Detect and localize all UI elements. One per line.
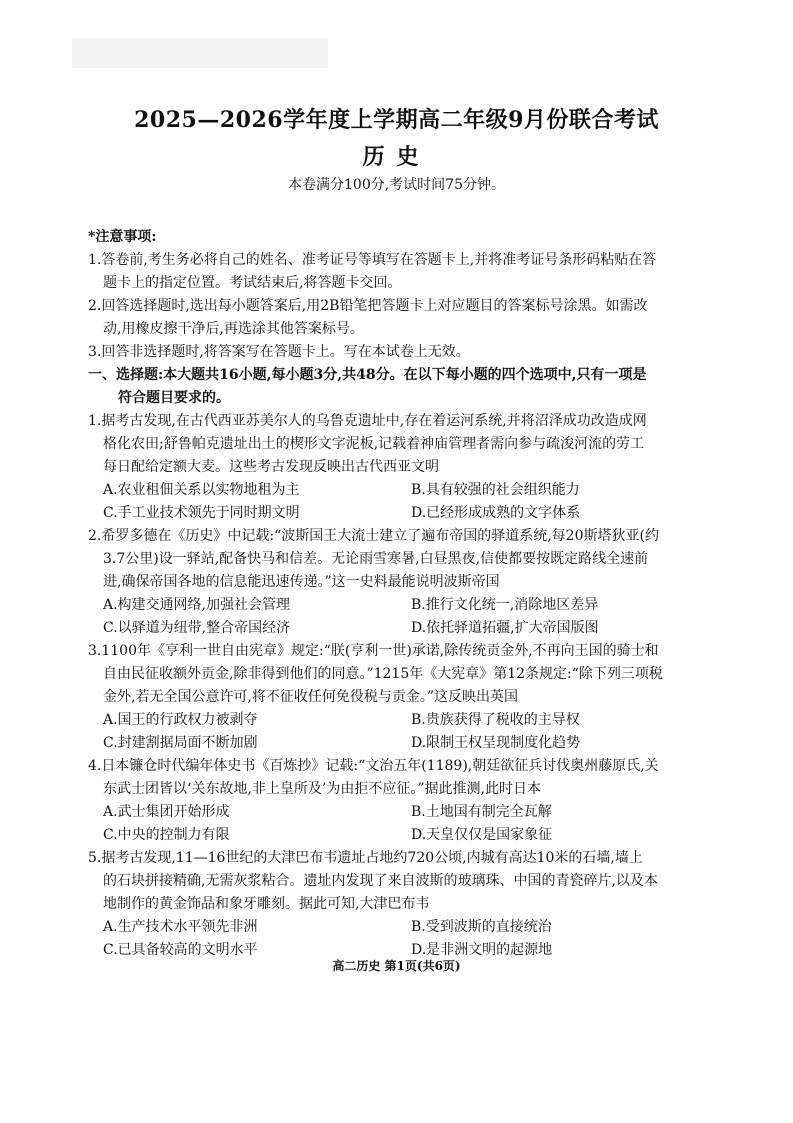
q4-option-b: B.土地国有制完全瓦解	[411, 804, 552, 820]
q5-option-d: D.是非洲文明的起源地	[411, 942, 553, 958]
q3-options-row-1	[88, 709, 716, 732]
q1-stem-line-2: 格化农田;舒鲁帕克遗址出土的楔形文字泥板,记载着神庙管理者需向参与疏浚河流的劳工	[103, 436, 645, 452]
notice-heading: *注意事项:	[88, 229, 157, 245]
section-heading-line-1: 一、选择题:本大题共16小题,每小题3分,共48分。在以下每小题的四个选项中,只有一项是	[88, 367, 647, 383]
q3-options-row-2	[88, 732, 716, 755]
q2-stem-line-1: 2.希罗多德在《历史》中记载:“波斯国王大流士建立了遍布帝国的驿道系统,每20斯塔狄亚(约	[88, 528, 659, 544]
exam-title: 2025—2026学年度上学期高二年级9月份联合考试	[134, 107, 659, 133]
q4-options-row-2	[88, 824, 716, 847]
q1-option-b: B.具有较强的社会组织能力	[411, 482, 580, 498]
q2-stem-line-3: 进,确保帝国各地的信息能迅速传递。”这一史料最能说明波斯帝国	[103, 574, 500, 590]
notice-item-2-line-1: 2.回答选择题时,选出每小题答案后,用2B铅笔把答题卡上对应题目的答案标号涂黑。如需改	[88, 298, 648, 314]
scan-smudge	[72, 38, 328, 68]
q2-stem-line-2: 3.7公里)设一驿站,配备快马和信差。无论雨雪寒暑,白昼黑夜,信使都要按既定路线全速前	[103, 551, 649, 567]
q3-option-b: B.贵族获得了税收的主导权	[411, 712, 580, 728]
exam-info: 本卷满分100分,考试时间75分钟。	[288, 177, 505, 193]
notice-item-2-line-2: 动,用橡皮擦干净后,再选涂其他答案标号。	[103, 321, 364, 337]
q5-option-b: B.受到波斯的直接统治	[411, 919, 552, 935]
subject-title: 历史	[362, 144, 431, 170]
q1-option-a: A.农业租佃关系以实物地租为主	[103, 482, 300, 498]
notice-item-1-line-1: 1.答卷前,考生务必将自己的姓名、准考证号等填写在答题卡上,并将准考证号条形码粘贴在答	[88, 252, 657, 268]
notice-item-1-line-2: 题卡上的指定位置。考试结束后,将答题卡交回。	[103, 275, 402, 291]
q5-stem-line-3: 地制作的黄金饰品和象牙雕刻。据此可知,大津巴布韦	[103, 896, 430, 912]
q1-stem-line-3: 每日配给定额大麦。这些考古发现反映出古代西亚文明	[103, 459, 439, 475]
q4-options-row-1	[88, 801, 716, 824]
q1-option-d: D.已经形成成熟的文字体系	[411, 505, 581, 521]
q4-option-d: D.天皇仅仅是国家象征	[411, 827, 553, 843]
q2-option-c: C.以驿道为纽带,整合帝国经济	[103, 620, 291, 636]
q1-option-c: C.手工业技术领先于同时期文明	[103, 505, 300, 521]
q1-options-row-1	[88, 479, 716, 502]
q3-option-c: C.封建割据局面不断加剧	[103, 735, 258, 751]
q4-option-c: C.中央的控制力有限	[103, 827, 230, 843]
notice-item-3-line-1: 3.回答非选择题时,将答案写在答题卡上。写在本试卷上无效。	[88, 344, 470, 360]
q3-option-d: D.限制王权呈现制度化趋势	[411, 735, 581, 751]
q2-options-row-2	[88, 617, 716, 640]
q2-options-row-1	[88, 594, 716, 617]
q1-options-row-2	[88, 502, 716, 525]
q2-option-d: D.依托驿道拓疆,扩大帝国版图	[411, 620, 599, 636]
section-heading-line-2: 符合题目要求的。	[118, 390, 230, 406]
q3-stem-line-1: 3.1100年《亨利一世自由宪章》规定:“朕(亨利一世)承诺,除传统贡金外,不再向王国的骑士和	[88, 643, 659, 659]
q5-option-a: A.生产技术水平领先非洲	[103, 919, 258, 935]
exam-content	[88, 226, 716, 962]
q4-stem-line-2: 东武士团皆以‘关东故地,非上皇所及’为由拒不应征。”据此推测,此时日本	[103, 781, 541, 797]
q4-stem-line-1: 4.日本镰仓时代编年体史书《百炼抄》记载:“文治五年(1189),朝廷欲征兵讨伐奥州藤原氏,关	[88, 758, 659, 774]
q4-option-a: A.武士集团开始形成	[103, 804, 230, 820]
q5-stem-line-2: 的石块拼接精确,无需灰浆粘合。遗址内发现了来自波斯的玻璃珠、中国的青瓷碎片,以及本	[103, 873, 658, 889]
q1-stem-line-1: 1.据考古发现,在古代西亚苏美尔人的乌鲁克遗址中,存在着运河系统,并将沼泽成功改造成网	[88, 413, 647, 429]
q5-option-c: C.已具备较高的文明水平	[103, 942, 258, 958]
q3-stem-line-3: 金外,若无全国公意许可,将不征收任何免役税与贡金。”这反映出英国	[103, 689, 519, 705]
q5-stem-line-1: 5.据考古发现,11—16世纪的大津巴布韦遗址占地约720公顷,内城有高达10米的石墙,墙上	[88, 850, 643, 866]
page-footer: 高二历史 第1页(共6页)	[332, 959, 461, 973]
q2-option-b: B.推行文化统一,消除地区差异	[411, 597, 599, 613]
q3-stem-line-2: 自由民征收额外贡金,除非得到他们的同意。”1215年《大宪章》第12条规定:“除下列三项税	[103, 666, 663, 682]
q3-option-a: A.国王的行政权力被剥夺	[103, 712, 258, 728]
q5-options-row-1	[88, 916, 716, 939]
q2-option-a: A.构建交通网络,加强社会管理	[103, 597, 291, 613]
